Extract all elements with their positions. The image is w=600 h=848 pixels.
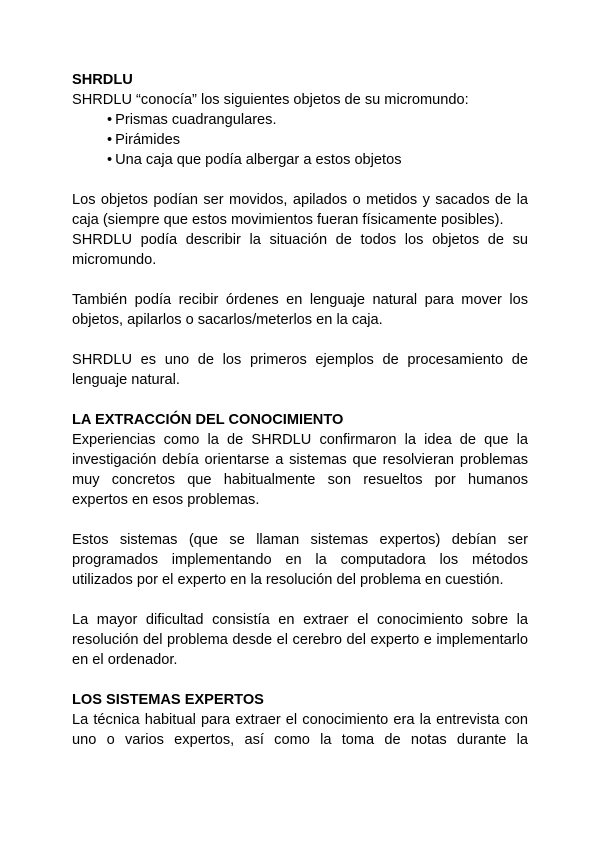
shrdlu-paragraph-3: También podía recibir órdenes en lenguaje natural para mover los objetos, apilarlos o sacarlos/meterlos en la caja.	[72, 292, 528, 328]
shrdlu-object-list	[72, 110, 528, 170]
document-page	[72, 70, 528, 750]
list-item: • Prismas cuadrangulares.	[107, 110, 528, 130]
section-heading-sistemas: LOS SISTEMAS EXPERTOS	[72, 692, 264, 708]
shrdlu-intro: SHRDLU “conocía” los siguientes objetos de su micromundo:	[72, 92, 469, 108]
shrdlu-paragraph-4: SHRDLU es uno de los primeros ejemplos de procesamiento de lenguaje natural.	[72, 352, 528, 388]
shrdlu-paragraph-1: Los objetos podían ser movidos, apilados o metidos y sacados de la caja (siempre que estos movimientos fueran físicamente posibles).	[72, 192, 528, 228]
list-item: • Una caja que podía albergar a estos objetos	[107, 150, 528, 170]
extraccion-paragraph-1: Experiencias como la de SHRDLU confirmaron la idea de que la investigación debía orientarse a sistemas que resolvieran problemas muy concretos que habitualmente son resueltos por humanos expertos en esos problemas.	[72, 432, 528, 508]
sistemas-paragraph-1: La técnica habitual para extraer el conocimiento era la entrevista con uno o varios expertos, así como la toma de notas durante la	[72, 712, 528, 748]
extraccion-paragraph-2: Estos sistemas (que se llaman sistemas expertos) debían ser programados implementando en la computadora los métodos utilizados por el experto en la resolución del problema en cuestión.	[72, 532, 528, 588]
extraccion-paragraph-3: La mayor dificultad consistía en extraer el conocimiento sobre la resolución del problema desde el cerebro del experto e implementarlo en el ordenador.	[72, 612, 528, 668]
shrdlu-paragraph-2: SHRDLU podía describir la situación de todos los objetos de su micromundo.	[72, 232, 528, 268]
list-item: • Pirámides	[107, 130, 528, 150]
section-heading-shrdlu: SHRDLU	[72, 72, 133, 88]
section-heading-extraccion: LA EXTRACCIÓN DEL CONOCIMIENTO	[72, 412, 344, 428]
